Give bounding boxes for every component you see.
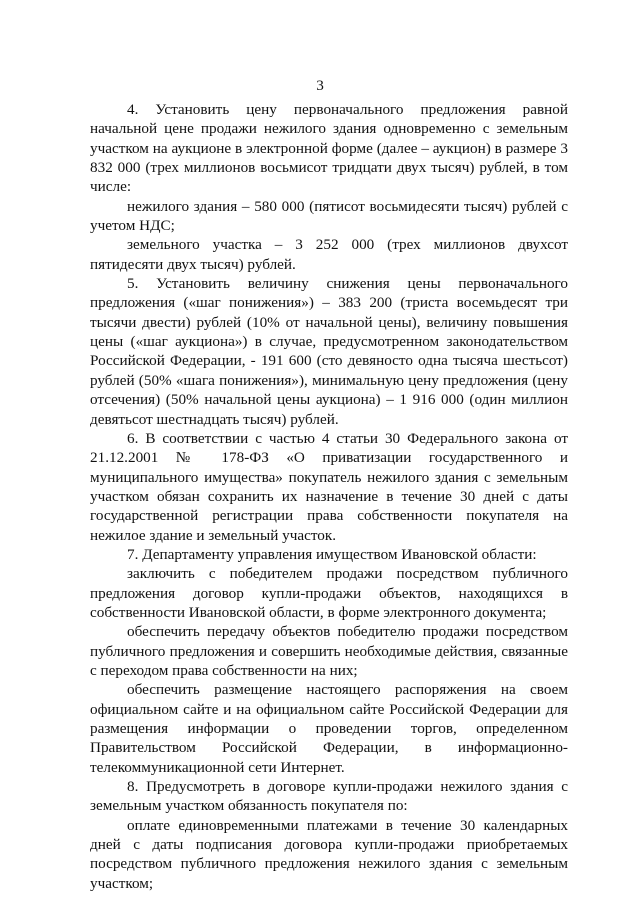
paragraph-8: 8. Предусмотреть в договоре купли-продажи нежилого здания с земельным участком обязанность покупателя по:: [90, 778, 568, 815]
document-body: [90, 100, 568, 893]
paragraph-4-building-price: нежилого здания – 580 000 (пятисот восьмидесяти тысяч) рублей с учетом НДС;: [90, 197, 568, 235]
paragraph-6: 6. В соответствии с частью 4 статьи 30 Федерального закона от 21.12.2001 № 178-ФЗ «О приватизации государственного и муниципального имущества» покупатель нежилого здания с земельным участком обязан сохранить их назначение в течение 30 дней с даты государственной регистрации права собственности покупателя на нежилое здание и земельный участок.: [90, 429, 568, 544]
paragraph-5: 5. Установить величину снижения цены первоначального предложения («шаг понижения») – 383 200 (триста восемьдесят три тысячи двести) рублей (10% от начальной цены), величину повышения цены («шаг аукциона») в случае, предусмотренном законодательством Российской Федерации, - 191 600 (сто девяносто одна тысяча шестьсот) рублей (50% «шага понижения»), минимальную цену предложения (цену отсечения) (50% начальной цены аукциона) – 1 916 000 (один миллион девятьсот шестнадцать тысяч) рублей.: [90, 275, 568, 428]
paragraph-7-publish-order: обеспечить размещение настоящего распоряжения на своем официальном сайте и на официальном сайте Российской Федерации для размещения информации о проведении торгов, определенном Правительством Российской Федерации, в информационно-телекоммуникационной сети Интернет.: [90, 681, 568, 776]
paragraph-7-transfer-objects: обеспечить передачу объектов победителю продажи посредством публичного предложения и совершить необходимые действия, связанные с переходом права собственности на них;: [90, 623, 568, 679]
page-number: 3: [316, 77, 324, 94]
paragraph-7-conclude-contract: заключить с победителем продажи посредством публичного предложения договор купли-продажи объектов, находящихся в собственности Ивановской области, в форме электронного документа;: [90, 565, 568, 621]
paragraph-8-payment: оплате единовременными платежами в течение 30 календарных дней с даты подписания договора купли-продажи приобретаемых посредством публичного предложения нежилого здания с земельным участком;: [90, 816, 568, 892]
paragraph-4: 4. Установить цену первоначального предложения равной начальной цене продажи нежилого здания одновременно с земельным участком на аукционе в электронной форме (далее – аукцион) в размере 3 832 000 (трех миллионов восьмисот тридцати двух тысяч) рублей, в том числе:: [90, 101, 568, 196]
paragraph-4-land-price: земельного участка – 3 252 000 (трех миллионов двухсот пятидесяти двух тысяч) рублей.: [90, 236, 568, 273]
paragraph-7: 7. Департаменту управления имуществом Ивановской области:: [127, 545, 537, 563]
